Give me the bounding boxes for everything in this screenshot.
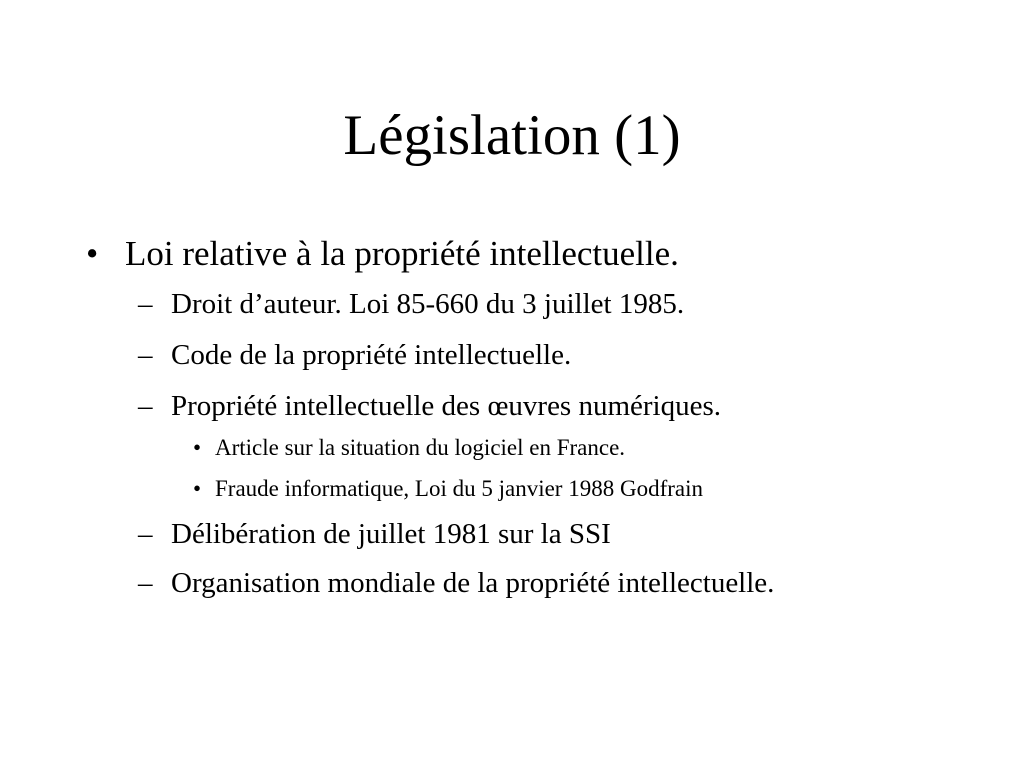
slide-title: Législation (1) bbox=[343, 104, 681, 167]
bullet-text: Article sur la situation du logiciel en France. bbox=[215, 435, 626, 460]
dash-icon: – bbox=[138, 390, 153, 422]
bullet-text: Organisation mondiale de la propriété intellectuelle. bbox=[171, 567, 775, 599]
bullet-text: Droit d’auteur. Loi 85-660 du 3 juillet 1985. bbox=[171, 288, 685, 320]
bullet-icon: • bbox=[193, 476, 202, 501]
bullet-icon: • bbox=[86, 234, 99, 273]
bullet-text: Code de la propriété intellectuelle. bbox=[171, 339, 572, 371]
bullet-text: Loi relative à la propriété intellectuelle. bbox=[125, 234, 679, 273]
dash-icon: – bbox=[138, 518, 153, 550]
dash-icon: – bbox=[138, 567, 153, 599]
bullet-text: Fraude informatique, Loi du 5 janvier 1988 Godfrain bbox=[215, 476, 703, 501]
bullet-icon: • bbox=[193, 435, 202, 460]
bullet-text: Délibération de juillet 1981 sur la SSI bbox=[171, 518, 611, 550]
dash-icon: – bbox=[138, 339, 153, 371]
bullet-text: Propriété intellectuelle des œuvres numériques. bbox=[171, 390, 722, 422]
dash-icon: – bbox=[138, 288, 153, 320]
